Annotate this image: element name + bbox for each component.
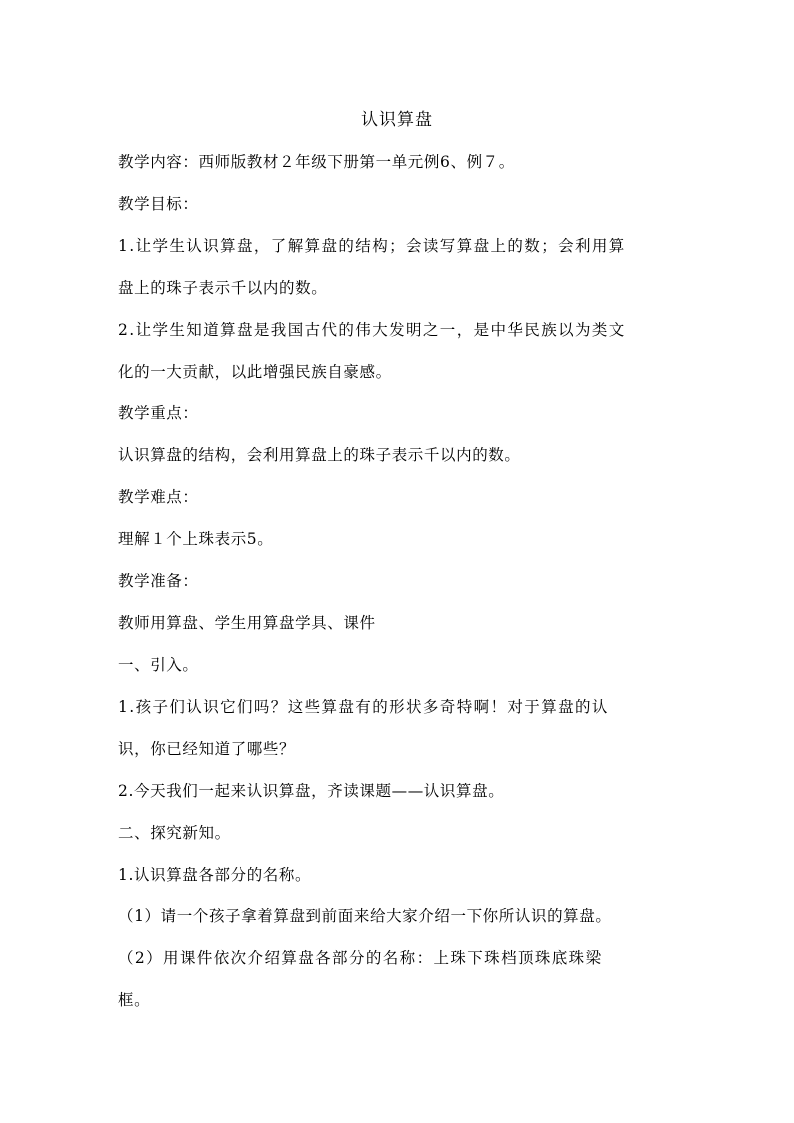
teaching-objectives-heading: 教学目标： (118, 195, 199, 213)
key-points-text: 认识算盘的结构，会利用算盘上的珠子表示千以内的数。 (118, 446, 521, 464)
section-introduction-heading: 一、引入。 (118, 656, 199, 674)
difficulties-text: 理解１个上珠表示5。 (118, 530, 274, 548)
explore-subitem-1: （1）请一个孩子拿着算盘到前面来给大家介绍一下你所认识的算盘。 (118, 907, 612, 925)
explore-subitem-2-line-1: （2）用课件依次介绍算盘各部分的名称：上珠下珠档顶珠底珠梁 (118, 949, 603, 967)
explore-item-1: 1.认识算盘各部分的名称。 (118, 866, 312, 884)
objective-2-line-1: 2.让学生知道算盘是我国古代的伟大发明之一，是中华民族以为类文 (118, 321, 626, 339)
key-points-heading: 教学重点： (118, 404, 199, 422)
objective-2-line-2: 化的一大贡献，以此增强民族自豪感。 (118, 363, 392, 381)
introduction-item-1-line-1: 1.孩子们认识它们吗？这些算盘有的形状多奇特啊！对于算盘的认 (118, 698, 609, 716)
introduction-item-1-line-2: 识，你已经知道了哪些？ (118, 740, 296, 758)
objective-1-line-1: 1.让学生认识算盘，了解算盘的结构；会读写算盘上的数；会利用算 (118, 237, 626, 255)
preparation-heading: 教学准备： (118, 572, 199, 590)
explore-subitem-2-line-2: 框。 (118, 991, 151, 1009)
document-title: 认识算盘 (361, 110, 433, 130)
section-explore-heading: 二、探究新知。 (118, 824, 231, 842)
preparation-text: 教师用算盘、学生用算盘学具、课件 (118, 614, 376, 632)
difficulties-heading: 教学难点： (118, 488, 199, 506)
teaching-content-line: 教学内容：西师版教材２年级下册第一单元例6、例７。 (118, 153, 515, 171)
introduction-item-2: 2.今天我们一起来认识算盘，齐读课题——认识算盘。 (118, 782, 505, 800)
objective-1-line-2: 盘上的珠子表示千以内的数。 (118, 279, 328, 297)
